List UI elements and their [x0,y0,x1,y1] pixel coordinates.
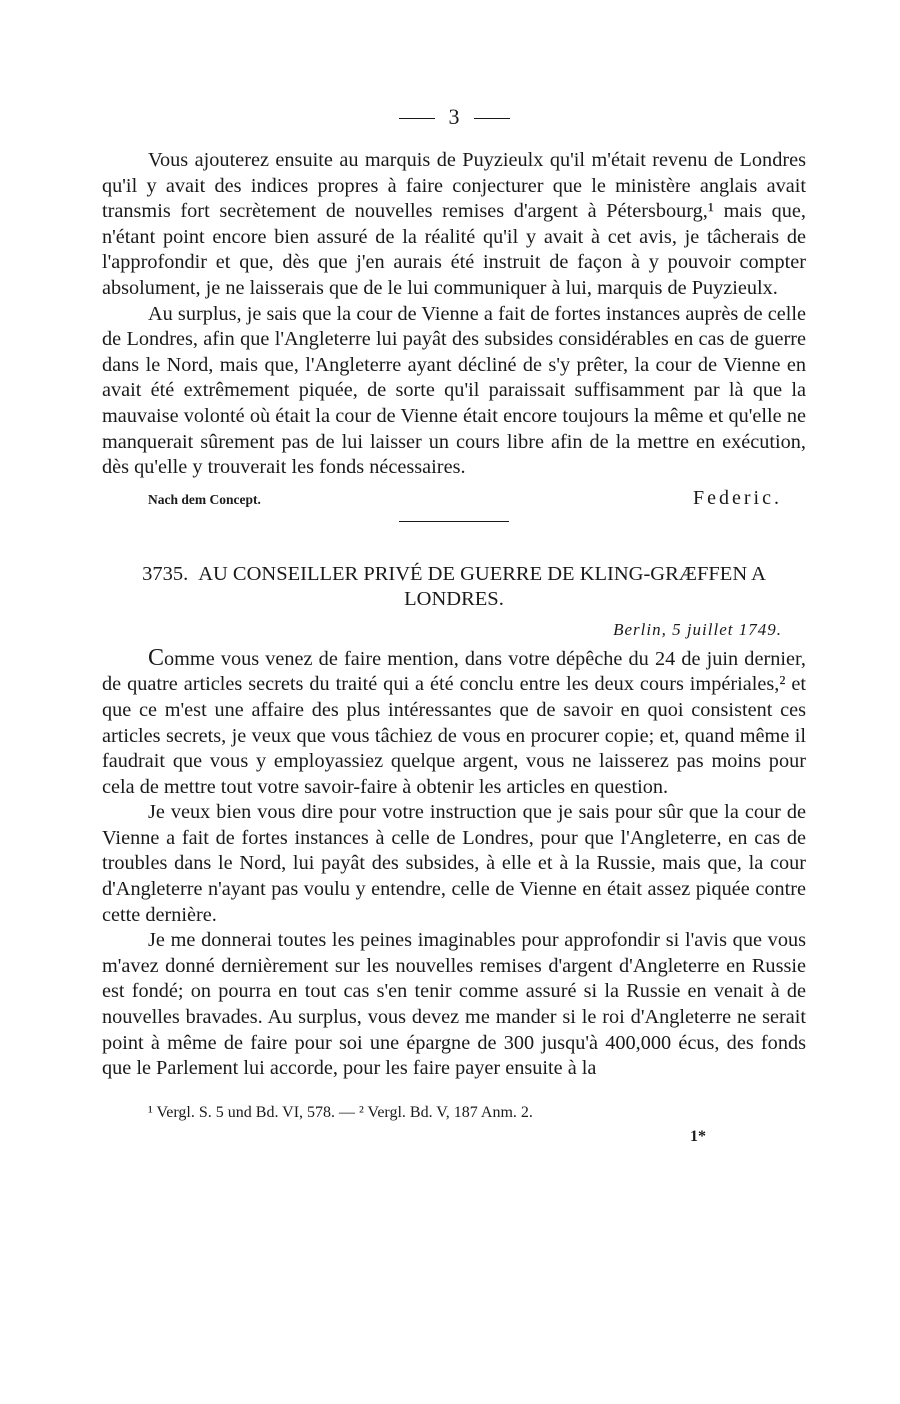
section-divider [399,521,509,522]
page-header [102,102,806,132]
paragraph: Je veux bien vous dire pour votre instruction que je sais pour sûr que la cour de Vienne a fait de fortes instances à celle de Londres, pour que l'Angleterre, en cas de troubles dans le Nord, lui payât des subsides, à elle et à la Russie, mais que, la cour d'Angleterre n'ayant pas voulu y entendre, celle de Vienne en était assez piquée contre cette dernière. [102,801,806,926]
paragraph-text: omme vous venez de faire mention, dans votre dépêche du 24 de juin dernier, de quatre articles secrets du traité qui a été conclu entre les deux cours impériales,² et que ce m'est une affaire des plus intéressantes que de savoir en quoi consistent ces articles secrets, je veux que vous tâchiez de vous en procurer copie; et, quand même il faudrait que vous y employassiez quelque argent, vous ne laisserez pas moins pour cela de mettre tout votre savoir-faire à obtenir les articles en question. [102,647,806,798]
closing-row [102,487,806,515]
page-number: 3 [448,104,460,129]
footnotes: ¹ Vergl. S. 5 und Bd. VI, 578. — ² Vergl. Bd. V, 187 Anm. 2. [148,1103,533,1121]
signature: Federic. [693,486,782,509]
initial-letter: C [148,644,165,671]
signature-mark: 1* [690,1127,706,1145]
source-note: Nach dem Concept. [148,491,261,507]
paragraph: Vous ajouterez ensuite au marquis de Puyzieulx qu'il m'était revenu de Londres qu'il y avait des indices propres à faire conjecturer que le ministère anglais avait transmis fort secrètement de nouvelles remises d'argent à Pétersbourg,¹ mais que, n'étant point encore bien assuré de la réalité qu'il y avait à cet avis, je tâcherais de l'approfondir et que, dès que j'en aurais été instruit de façon à y pouvoir compter absolument, je ne laisserais que de le lui communiquer à lui, marquis de Puyzieulx. [102,149,806,299]
paragraph: Je me donnerai toutes les peines imaginables pour approfondir si l'avis que vous m'avez donné dernièrement sur les nouvelles remises d'argent d'Angleterre en Russie est fondé; on pourra en tout cas s'en tenir comme assuré si la Russie en venait à de nouvelles bravades. Au surplus, vous devez me mander si le roi d'Angleterre ne serait point à même de faire pour soi une épargne de 300 jusqu'à 400,000 écus, des fonds que le Parlement lui accorde, pour les faire payer ensuite à la [102,929,806,1080]
paragraph [102,646,806,801]
header-dash-right [474,118,510,119]
dateline: Berlin, 5 juillet 1749. [613,619,782,639]
letter-title: AU CONSEILLER PRIVÉ DE GUERRE DE KLING-GRÆFFEN A LONDRES. [198,562,766,610]
document-page [102,102,806,1146]
letter-number: 3735. [142,562,189,585]
paragraph: Au surplus, je sais que la cour de Vienne a fait de fortes instances auprès de celle de Londres, afin que l'Angleterre lui payât des subsides considérables en cas de guerre dans le Nord, mais que, l'Angleterre ayant décliné de s'y prêter, la cour de Vienne en avait été extrêmement piquée, de sorte qu'il paraissait suffisamment par là que la mauvaise volonté où était la cour de Vienne était encore toujours la même et qu'elle ne manquerait sûrement pas de lui laisser un cours libre afin de la mettre en exécution, dès qu'elle y trouverait les fonds nécessaires. [102,302,806,479]
header-dash-left [399,118,435,119]
letter-heading [102,562,806,612]
